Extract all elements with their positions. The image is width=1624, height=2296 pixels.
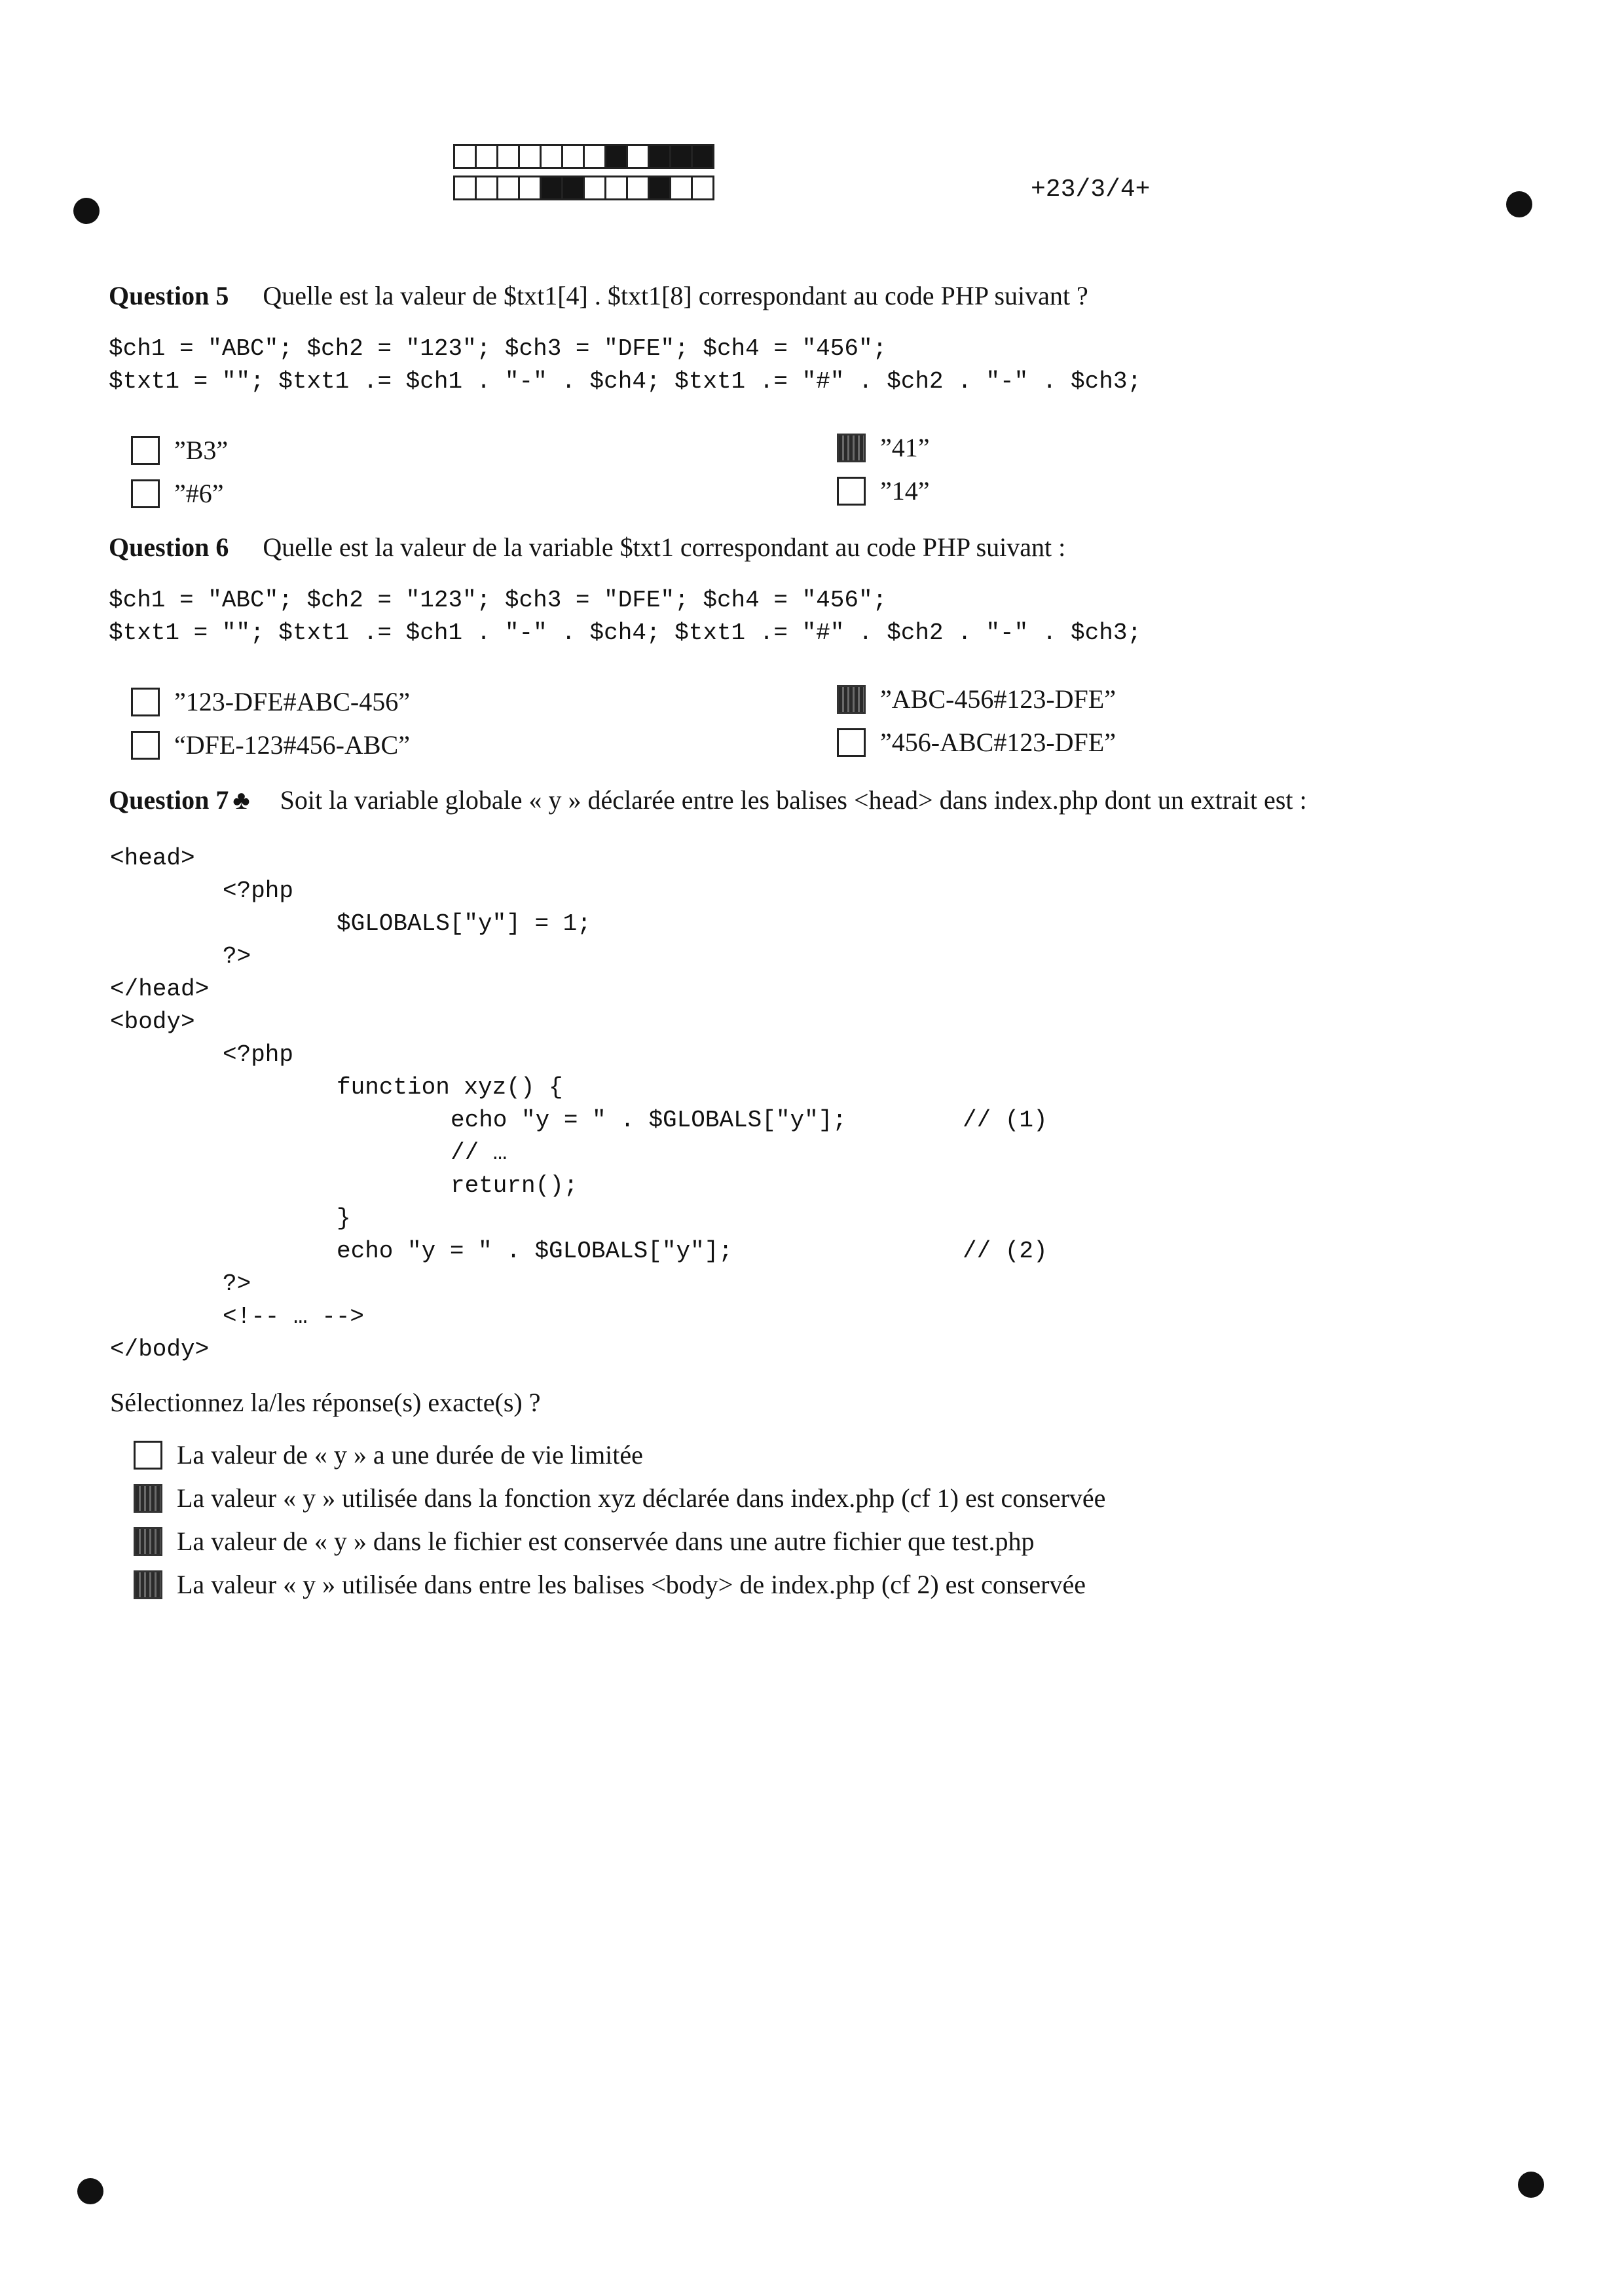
checkbox[interactable] (837, 477, 866, 506)
q6-option-3-label: “DFE-123#456-ABC” (174, 730, 410, 760)
question-5-label: Question 5 (109, 281, 229, 310)
question-7-label: Question 7 (109, 785, 229, 815)
checkbox-checked[interactable] (134, 1527, 162, 1556)
code-cell-filled (561, 176, 585, 200)
q7-option-4[interactable] (134, 1569, 1086, 1600)
q7-code-line-9: echo "y = " . $GLOBALS["y"]; (451, 1107, 847, 1134)
q6-option-4[interactable] (837, 727, 1116, 758)
q6-option-2[interactable] (837, 684, 1116, 714)
club-icon: ♣ (232, 785, 250, 815)
page-code-bar-row-1 (453, 144, 712, 169)
q7-option-1-label: La valeur de « y » a une durée de vie limitée (177, 1440, 643, 1470)
registration-mark-bottom-left (77, 2178, 103, 2204)
q7-option-3[interactable] (134, 1526, 1034, 1557)
page-id: +23/3/4+ (1031, 176, 1151, 204)
code-cell-empty (691, 176, 714, 200)
q7-code-line-14: ?> (223, 1270, 251, 1297)
checkbox-checked[interactable] (134, 1570, 162, 1599)
q6-code-line-1: $ch1 = "ABC"; $ch2 = "123"; $ch3 = "DFE"; $ch4 = "456"; (109, 587, 887, 614)
q5-option-4[interactable] (837, 475, 930, 506)
q6-code-line-2: $txt1 = ""; $txt1 .= $ch1 . "-" . $ch4; $txt1 .= "#" . $ch2 . "-" . $ch3; (109, 620, 1142, 646)
q7-code-comment-1: // (1) (963, 1107, 1048, 1134)
q7-option-3-label: La valeur de « y » dans le fichier est conservée dans une autre fichier que test.php (177, 1527, 1035, 1556)
question-6-header (109, 532, 1065, 563)
checkbox-checked[interactable] (134, 1484, 162, 1513)
code-cell-filled (540, 176, 563, 200)
q5-code-line-2: $txt1 = ""; $txt1 .= $ch1 . "-" . $ch4; $txt1 .= "#" . $ch2 . "-" . $ch3; (109, 368, 1142, 395)
q7-option-2[interactable] (134, 1483, 1105, 1513)
q7-code-line-2: <?php (223, 878, 294, 904)
code-cell-empty (604, 176, 628, 200)
checkbox[interactable] (131, 479, 160, 508)
registration-mark-bottom-right (1518, 2172, 1544, 2198)
code-cell-empty (561, 144, 585, 169)
q5-option-2-label: ”41” (880, 433, 930, 462)
q7-code-line-15: <!-- … --> (223, 1303, 365, 1330)
code-cell-empty (496, 176, 520, 200)
q5-option-3-label: ”#6” (174, 479, 224, 508)
q5-code-line-1: $ch1 = "ABC"; $ch2 = "123"; $ch3 = "DFE"; $ch4 = "456"; (109, 335, 887, 362)
q7-code-line-11: return(); (451, 1172, 578, 1199)
question-5-header (109, 280, 1088, 311)
code-cell-empty (669, 176, 693, 200)
q5-option-1[interactable] (131, 435, 228, 466)
code-cell-empty (518, 176, 542, 200)
code-cell-filled (604, 144, 628, 169)
code-cell-empty (475, 144, 498, 169)
checkbox[interactable] (837, 728, 866, 757)
q7-prompt: Sélectionnez la/les réponse(s) exacte(s) ? (110, 1388, 541, 1417)
q6-option-3[interactable] (131, 730, 410, 760)
q5-option-2[interactable] (837, 432, 930, 463)
code-cell-empty (518, 144, 542, 169)
q7-option-4-label: La valeur « y » utilisée dans entre les balises <body> de index.php (cf 2) est conservée (177, 1570, 1086, 1599)
code-cell-empty (496, 144, 520, 169)
question-6-label: Question 6 (109, 532, 229, 562)
code-cell-empty (453, 144, 477, 169)
code-cell-empty (583, 176, 606, 200)
code-cell-filled (669, 144, 693, 169)
code-cell-filled (648, 176, 671, 200)
q6-option-2-label: ”ABC-456#123-DFE” (880, 684, 1116, 714)
question-7-header (109, 785, 1307, 815)
checkbox[interactable] (131, 731, 160, 760)
q7-code-comment-2: // (2) (963, 1238, 1048, 1265)
q7-code-line-6: <body> (110, 1009, 195, 1035)
q7-code-line-12: } (337, 1205, 351, 1232)
q7-code-line-7: <?php (223, 1041, 294, 1068)
question-7-text: Soit la variable globale « y » déclarée entre les balises <head> dans index.php dont un extrait est : (280, 785, 1307, 815)
q7-code-line-8: function xyz() { (337, 1074, 563, 1101)
code-cell-filled (648, 144, 671, 169)
code-cell-empty (626, 176, 650, 200)
question-5-text: Quelle est la valeur de $txt1[4] . $txt1[8] correspondant au code PHP suivant ? (263, 281, 1088, 310)
code-cell-empty (583, 144, 606, 169)
checkbox[interactable] (134, 1441, 162, 1470)
code-cell-empty (540, 144, 563, 169)
q6-option-4-label: ”456-ABC#123-DFE” (880, 728, 1116, 757)
code-cell-empty (453, 176, 477, 200)
code-cell-filled (691, 144, 714, 169)
checkbox-checked[interactable] (837, 434, 866, 462)
q7-code-line-13: echo "y = " . $GLOBALS["y"]; (337, 1238, 733, 1265)
checkbox[interactable] (131, 436, 160, 465)
q7-code-line-10: // … (451, 1139, 507, 1166)
q7-code-line-16: </body> (110, 1336, 210, 1363)
q5-option-3[interactable] (131, 478, 224, 509)
registration-mark-top-left (73, 198, 100, 224)
code-cell-empty (626, 144, 650, 169)
code-cell-empty (475, 176, 498, 200)
q7-option-1[interactable] (134, 1439, 643, 1470)
question-6-text: Quelle est la valeur de la variable $txt1 correspondant au code PHP suivant : (263, 532, 1066, 562)
q7-code-line-4: ?> (223, 943, 251, 970)
checkbox[interactable] (131, 688, 160, 716)
q7-code-line-5: </head> (110, 976, 210, 1003)
q7-option-2-label: La valeur « y » utilisée dans la fonction xyz déclarée dans index.php (cf 1) est conservée (177, 1483, 1106, 1513)
q5-option-1-label: ”B3” (174, 435, 229, 465)
q6-option-1[interactable] (131, 686, 410, 717)
q6-option-1-label: ”123-DFE#ABC-456” (174, 687, 410, 716)
q7-code-line-1: <head> (110, 845, 195, 872)
checkbox-checked[interactable] (837, 685, 866, 714)
q5-option-4-label: ”14” (880, 476, 930, 506)
q7-code-line-3: $GLOBALS["y"] = 1; (337, 910, 591, 937)
registration-mark-top-right (1506, 191, 1532, 217)
page-code-bar-row-2 (453, 176, 712, 200)
